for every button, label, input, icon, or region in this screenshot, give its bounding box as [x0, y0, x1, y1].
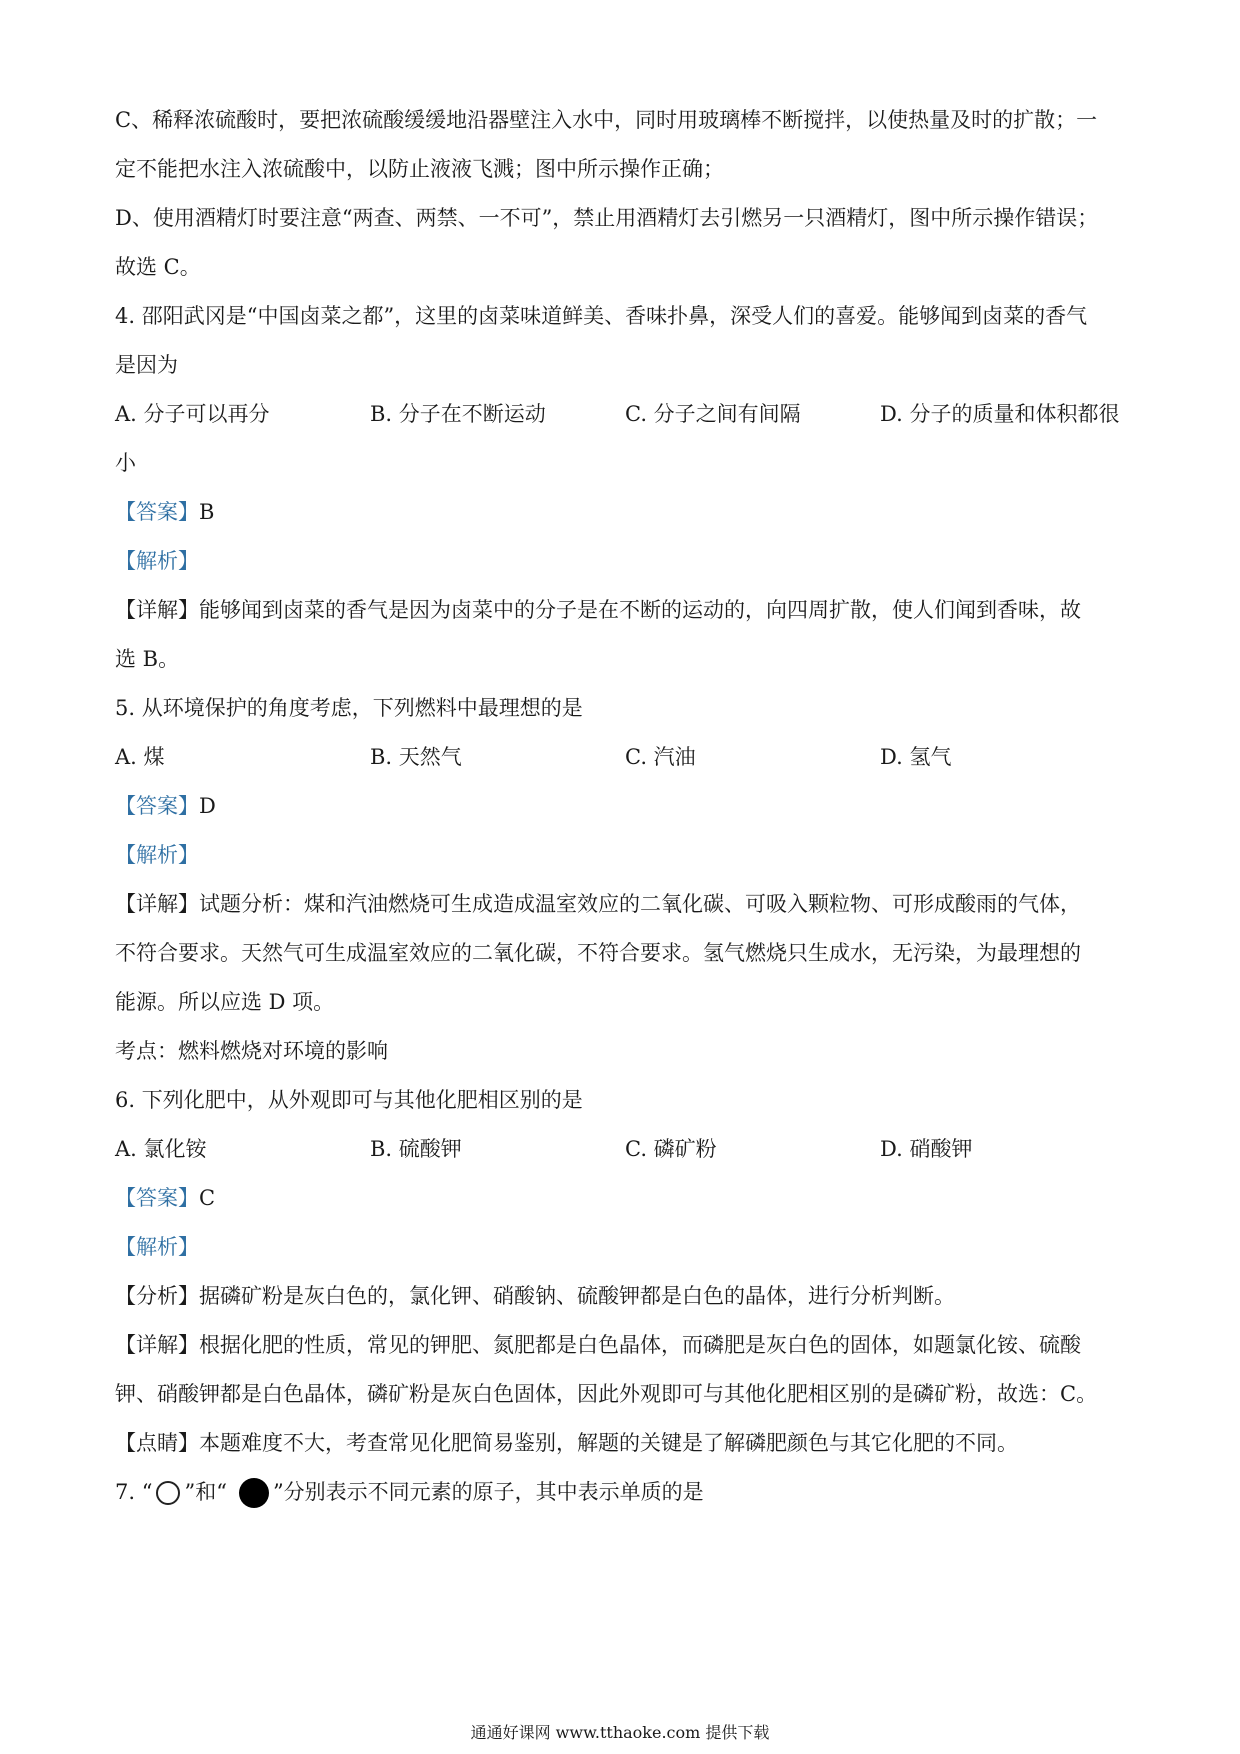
question-4-options: [115, 390, 1135, 439]
answer-tag: 【答案】: [115, 1186, 199, 1210]
fenxi-text: 据磷矿粉是灰白色的，氯化钾、硝酸钠、硫酸钾都是白色的晶体，进行分析判断。: [199, 1284, 955, 1308]
detail-line: [115, 1321, 1135, 1370]
detail-text: 能够闻到卤菜的香气是因为卤菜中的分子是在不断的运动的，向四周扩散，使人们闻到香味，故: [199, 598, 1081, 622]
detail-line-cont: 选 B。: [115, 647, 180, 671]
answer-line: [115, 782, 1135, 831]
analysis-tag: 【解析】: [115, 1235, 199, 1259]
detail-text: 试题分析：煤和汽油燃烧可生成造成温室效应的二氧化碳、可吸入颗粒物、可形成酸雨的气体，: [199, 892, 1081, 916]
answer-tag: 【答案】: [115, 794, 199, 818]
analysis-tag: 【解析】: [115, 549, 199, 573]
fenxi-line: [115, 1272, 1135, 1321]
option-a: A. 煤: [115, 745, 165, 769]
q7-prefix: 7. “: [115, 1480, 153, 1504]
detail-line-cont: 不符合要求。天然气可生成温室效应的二氧化碳，不符合要求。氢气燃烧只生成水，无污染，为最理想的: [115, 941, 1081, 965]
analysis-tag: 【解析】: [115, 843, 199, 867]
detail-line: [115, 880, 1135, 929]
option-b: B. 硫酸钾: [370, 1137, 462, 1161]
filled-circle-icon: [239, 1478, 269, 1508]
q7-suffix: ”分别表示不同元素的原子，其中表示单质的是: [272, 1480, 704, 1504]
detail-tag: 【详解】: [115, 598, 199, 622]
question-5-options: [115, 733, 1135, 782]
detail-tag: 【详解】: [115, 1333, 199, 1357]
text-line: 定不能把水注入浓硫酸中，以防止液液飞溅；图中所示操作正确；: [115, 157, 724, 181]
dianjing-line: [115, 1419, 1135, 1468]
option-a: A. 分子可以再分: [115, 402, 270, 426]
detail-line: [115, 586, 1135, 635]
option-b: B. 分子在不断运动: [370, 402, 546, 426]
detail-tag: 【详解】: [115, 892, 199, 916]
open-circle-icon: [156, 1481, 180, 1505]
text-line: D、使用酒精灯时要注意“两查、两禁、一不可”，禁止用酒精灯去引燃另一只酒精灯，图中所示操作错误；: [115, 206, 1099, 230]
detail-line-cont: 能源。所以应选 D 项。: [115, 990, 335, 1014]
answer-value: C: [199, 1186, 216, 1210]
option-c: C. 分子之间有间隔: [625, 402, 801, 426]
option-c: C. 磷矿粉: [625, 1137, 717, 1161]
footer-credit: 通通好课网 www.tthaoke.com 提供下载: [470, 1723, 770, 1742]
dianjing-tag: 【点睛】: [115, 1431, 199, 1455]
text-line: C、稀释浓硫酸时，要把浓硫酸缓缓地沿器壁注入水中，同时用玻璃棒不断搅拌，以使热量及时的扩散；一: [115, 108, 1098, 132]
option-d-wrap: 小: [115, 451, 136, 475]
question-4-stem-cont: 是因为: [115, 353, 178, 377]
question-6-stem: 6. 下列化肥中，从外观即可与其他化肥相区别的是: [115, 1088, 583, 1112]
answer-line: [115, 488, 1135, 537]
detail-line-cont: 钾、硝酸钾都是白色晶体，磷矿粉是灰白色固体，因此外观即可与其他化肥相区别的是磷矿粉，故选：C。: [115, 1382, 1098, 1406]
answer-value: D: [199, 794, 216, 818]
detail-text: 根据化肥的性质，常见的钾肥、氮肥都是白色晶体，而磷肥是灰白色的固体，如题氯化铵、硫酸: [199, 1333, 1081, 1357]
dianjing-text: 本题难度不大，考查常见化肥简易鉴别，解题的关键是了解磷肥颜色与其它化肥的不同。: [199, 1431, 1018, 1455]
question-5-stem: 5. 从环境保护的角度考虑，下列燃料中最理想的是: [115, 696, 583, 720]
fenxi-tag: 【分析】: [115, 1284, 199, 1308]
question-6-options: [115, 1125, 1135, 1174]
q7-mid: ”和“: [184, 1480, 227, 1504]
answer-tag: 【答案】: [115, 500, 199, 524]
question-4-stem: 4. 邵阳武冈是“中国卤菜之都”，这里的卤菜味道鲜美、香味扑鼻，深受人们的喜爱。能够闻到卤菜的香气: [115, 304, 1088, 328]
document-page: [115, 96, 1135, 1517]
answer-value: B: [199, 500, 215, 524]
text-line: 故选 C。: [115, 255, 201, 279]
question-7-stem: [115, 1468, 1135, 1517]
option-d: D. 氢气: [880, 745, 952, 769]
option-d: D. 分子的质量和体积都很: [880, 402, 1120, 426]
answer-line: [115, 1174, 1135, 1223]
option-b: B. 天然气: [370, 745, 462, 769]
option-d: D. 硝酸钾: [880, 1137, 973, 1161]
option-a: A. 氯化铵: [115, 1137, 207, 1161]
option-c: C. 汽油: [625, 745, 696, 769]
exam-point: 考点：燃料燃烧对环境的影响: [115, 1039, 388, 1063]
